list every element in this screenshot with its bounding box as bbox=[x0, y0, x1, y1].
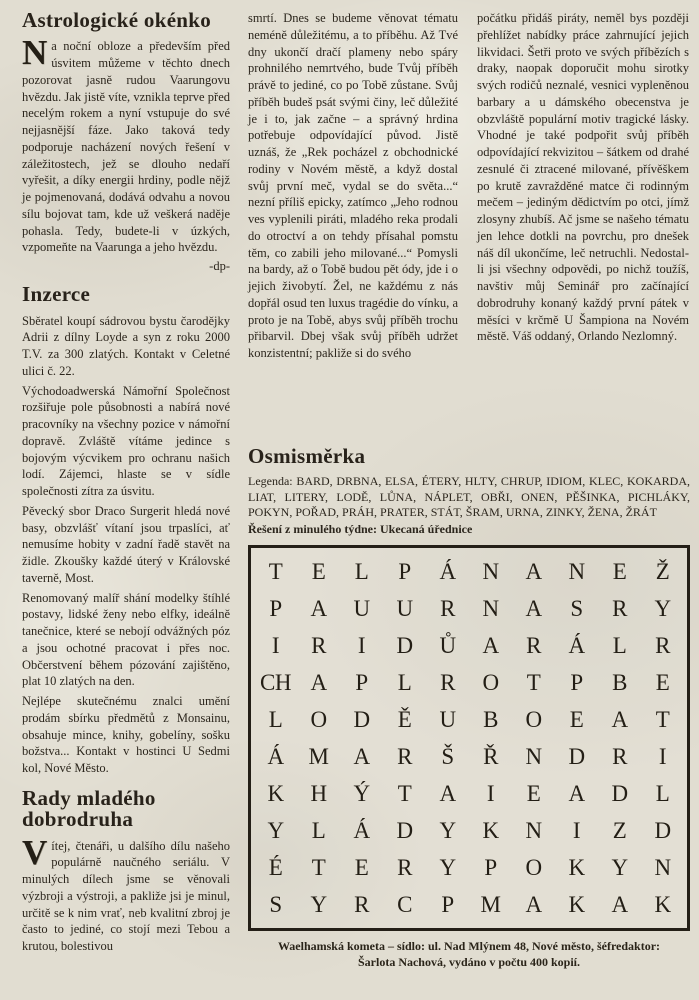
grid-cell: T bbox=[397, 780, 412, 806]
grid-cell: E bbox=[569, 706, 584, 732]
grid-cell: N bbox=[482, 558, 499, 584]
grid-cell: E bbox=[526, 780, 541, 806]
grid-cell: P bbox=[484, 854, 497, 880]
grid-cell: S bbox=[570, 595, 583, 621]
grid-cell: P bbox=[398, 558, 411, 584]
grid-cell: Á bbox=[353, 817, 370, 843]
grid-cell: Ě bbox=[397, 706, 412, 732]
grid-cell: H bbox=[310, 780, 327, 806]
grid-cell: I bbox=[658, 743, 667, 769]
grid-cell: É bbox=[268, 854, 283, 880]
column-middle bbox=[248, 10, 458, 365]
grid-cell: N bbox=[482, 595, 499, 621]
grid-cell: D bbox=[353, 706, 370, 732]
grid-cell: Ž bbox=[655, 558, 670, 584]
grid-cell: I bbox=[572, 817, 581, 843]
classified-ad: Nejlépe skutečnému znalci umění prodám sbírku předmětů z Monsainu, obsahuje mince, knihy, gobelíny, sošku božstva... Kontakt v hostinci U Sedmi kol, Nové Město. bbox=[22, 694, 230, 776]
classified-ad: Východoadwerská Námořní Společnost rozšiřuje pole působnosti a nabírá nové pracovníky na všechny pozice v námořní dopravě. Zvláště vítáme jedince s bojovým výcvikem pro ochranu našich lodí. Zájemci, hlaste se v sídle společnosti zítra za úsvitu. bbox=[22, 383, 230, 499]
grid-cell: O bbox=[525, 854, 542, 880]
grid-cell: R bbox=[440, 595, 455, 621]
grid-cell: I bbox=[486, 780, 495, 806]
advice-continuation-middle: smrtí. Dnes se budeme věnovat tématu neméně důležitému, a to příběhu. Až Tvé dny ukončí dračí plameny nebo spáry prohnilého nemrtvého, bude Tvůj příběh právě to jediné, co po Tobě zůstane. Svůj příběh budeš psát svými činy, leč důležité je i to, jak začne – a správný hrdina potřebuje odpovídající původ. Jistě uznáš, že „Rek pocházel z obchodnické rodiny v Novém městě, a když dostal svůj první meč, vydal se do světa...“ nezní příliš epicky, zatímco „Jeho rodnou ves vyplenili piráti, mladého reka prodali do otroctví a on tehdy přísahal pomstu těm, co zabili jeho milované...“ Pomysli na bardy, až o Tobě budou pět ódy, jde i o jejich živobytí. Žel, ne každému z nás dopřál osud ten luxus tragédie do vínku, a proto je na Tobě, abys svůj příběh trochu přibarvil. Dbej však svůj příběh udržet konzistentní; pakliže si do svého bbox=[248, 11, 458, 360]
classified-ad: Renomovaný malíř shání modelky štíhlé postavy, lidské ženy nebo elfky, ideálně tanečnice, které se nebojí odvážných póz a jsou ochotné pracovat i přes noc. Občerstvení během pózování zajištěno, plat 10 zlatých na den. bbox=[22, 590, 230, 689]
astrology-signature: -dp- bbox=[209, 259, 230, 274]
grid-cell: C bbox=[397, 891, 412, 917]
grid-cell: U bbox=[353, 595, 370, 621]
astrology-paragraph bbox=[22, 33, 230, 256]
grid-cell: A bbox=[611, 706, 628, 732]
grid-cell: L bbox=[612, 632, 627, 658]
classified-ad: Sběratel koupí sádrovou bystu čarodějky Adrii z dílny Loyde a syn z roku 2000 T.V. za 300 zlatých. Kontakt v Celetné ulici č. 22. bbox=[22, 313, 230, 378]
grid-cell: Y bbox=[439, 854, 456, 880]
advice-continuation-right: počátku přidáš piráty, neměl bys později přehlížet nabídky práce zahrnující jejich likvidaci. Šetři proto ve svých příbězích s draky, naopak doporučit mohu sirotky svých rodičů neznalé, vesnici vypleněnou barbary a u dámského obecenstva je obzvláště populární motiv tragické lásky. Vhodné je také podpořit svůj příběh odpovídající rekvizitou – šátkem od drahé zesnulé či ztracené milované, přívěškem po krutě zavražděné matce či rodinným mečem – jediným dědictvím po otci, jímž zlosyny zhubíš. Ač jsme se našeho tématu jen lehce dotkli na povrchu, pro dnešek náš díl ukončíme, leč netruchli. Nedostal-li jsi všechny odpovědi, po nichž toužíš, navštiv můj Seminář pro začínající dobrodruhy konaný každý první pátek v měsíci v krčmě U Šampiona na Novém městě. Váš oddaný, Orlando Nezlomný. bbox=[477, 11, 689, 344]
grid-cell: A bbox=[439, 780, 456, 806]
grid-cell: L bbox=[311, 817, 326, 843]
classified-ad: Pěvecký sbor Draco Surgerit hledá nové basy, obzvlášť vítaní jsou trpaslíci, ať nemusíme hobity v zadní řadě stavět na židle. Zkoušky každé úterý v Královské taverně, Most. bbox=[22, 503, 230, 585]
grid-cell: B bbox=[612, 669, 627, 695]
column-right bbox=[477, 10, 689, 348]
grid-cell: A bbox=[525, 891, 542, 917]
grid-cell: CH bbox=[260, 669, 291, 695]
grid-cell: U bbox=[396, 595, 413, 621]
grid-cell: Á bbox=[568, 632, 585, 658]
grid-cell: N bbox=[654, 854, 671, 880]
grid-cell: D bbox=[396, 817, 413, 843]
grid-cell: L bbox=[397, 669, 412, 695]
advice-heading: Rady mladého dobrodruha bbox=[22, 785, 156, 832]
word-search-section bbox=[248, 446, 690, 970]
imprint-footer: Waelhamská kometa – sídlo: ul. Nad Mlýnem 48, Nové město, šéfredaktor: Šarlota Nachová, vydáno v počtu 400 kopií. bbox=[277, 939, 661, 969]
advice-text: ítej, čtenáři, u dalšího dílu našeho populárně naučného seriálu. V minulých dílech jsme se věnovali výzbroji a výstroji, a pakliže jsi je minul, určitě se k nim vrať, neb kvalitní zbroj je často to jediné, co stojí mezi Tebou a krutou, bolestivou bbox=[22, 838, 230, 954]
grid-cell: A bbox=[310, 595, 327, 621]
grid-cell: N bbox=[568, 558, 585, 584]
grid-cell: T bbox=[526, 669, 541, 695]
grid-cell: L bbox=[354, 558, 369, 584]
grid-cell: A bbox=[482, 632, 499, 658]
word-search-legend: Legenda: BARD, DRBNA, ELSA, ÉTERY, HLTY, CHRUP, IDIOM, KLEC, KOKARDA, LIAT, LITERY, LODĚ, LŮNA, NÁPLET, OBŘI, ONEN, PĚŠINKA, PICHLÁKY, POKYN, POŘAD, PRÁH, PRATER, STÁT, ŠRAM, URNA, ZINKY, ŽENA, ŽRÁT bbox=[248, 474, 690, 520]
grid-cell: P bbox=[269, 595, 282, 621]
dropcap-initial: N bbox=[22, 33, 48, 73]
grid-cell: N bbox=[525, 743, 542, 769]
grid-cell: K bbox=[267, 780, 284, 806]
grid-cell: Á bbox=[267, 743, 284, 769]
grid-cell: D bbox=[568, 743, 585, 769]
grid-cell: K bbox=[654, 891, 671, 917]
grid-cell: R bbox=[526, 632, 541, 658]
grid-cell: A bbox=[525, 595, 542, 621]
previous-solution: Řešení z minulého týdne: Ukecaná úřednice bbox=[248, 522, 473, 537]
grid-cell: Y bbox=[611, 854, 628, 880]
grid-cell: E bbox=[354, 854, 369, 880]
grid-cell: K bbox=[482, 817, 499, 843]
grid-cell: O bbox=[482, 669, 499, 695]
dropcap-initial: V bbox=[22, 832, 48, 872]
word-search-grid bbox=[248, 545, 690, 931]
grid-cell: R bbox=[397, 743, 412, 769]
grid-cell: K bbox=[568, 891, 585, 917]
grid-cell: T bbox=[311, 854, 326, 880]
grid-cell: E bbox=[655, 669, 670, 695]
grid-cell: P bbox=[570, 669, 583, 695]
grid-cell: L bbox=[268, 706, 283, 732]
grid-cell: Ř bbox=[483, 743, 498, 769]
grid-cell: P bbox=[355, 669, 368, 695]
grid-cell: Ý bbox=[353, 780, 370, 806]
grid-cell: M bbox=[480, 891, 501, 917]
grid-cell: L bbox=[655, 780, 670, 806]
grid-cell: Z bbox=[612, 817, 627, 843]
grid-cell: I bbox=[357, 632, 366, 658]
advice-paragraph bbox=[22, 832, 230, 955]
grid-cell: T bbox=[268, 558, 283, 584]
grid-cell: O bbox=[525, 706, 542, 732]
grid-cell: A bbox=[568, 780, 585, 806]
grid-cell: Š bbox=[441, 743, 454, 769]
grid-cell: Y bbox=[310, 891, 327, 917]
grid-cell: A bbox=[611, 891, 628, 917]
grid-cell: Y bbox=[439, 817, 456, 843]
grid-cell: Y bbox=[267, 817, 284, 843]
grid-cell: E bbox=[311, 558, 326, 584]
grid-cell: U bbox=[439, 706, 456, 732]
grid-cell: D bbox=[611, 780, 628, 806]
grid-cell: K bbox=[568, 854, 585, 880]
grid-cell: E bbox=[612, 558, 627, 584]
grid-cell: A bbox=[525, 558, 542, 584]
grid-cell: D bbox=[654, 817, 671, 843]
grid-cell: A bbox=[353, 743, 370, 769]
grid-cell: A bbox=[310, 669, 327, 695]
grid-cell: P bbox=[441, 891, 454, 917]
grid-cell: T bbox=[655, 706, 670, 732]
grid-cell: R bbox=[612, 743, 627, 769]
grid-cell: Y bbox=[654, 595, 671, 621]
grid-cell: N bbox=[525, 817, 542, 843]
grid-cell: O bbox=[310, 706, 327, 732]
astrology-text: a noční obloze a především před úsvitem můžeme v těchto dnech pozorovat jasně rudou Vaarungovu hvězdu. Jak jistě víte, vznikla teprve před necelým rokem a nyní vstupuje do své nejjasnější fáze. Jako taková tedy podporuje nacházení nových řešení v záležitostech, jež se dlouho nedaří vyřešit, a díky energii hrdiny, podle nějž je pojmenovaná, dodává odvahu a novou sílu bojovat tam, kde už veškerá naděje pohasla. Tedy, budete-li v úzkých, vzpomeňte na Vaarunga a jeho hvězdu. bbox=[22, 39, 230, 255]
grid-cell: R bbox=[440, 669, 455, 695]
grid-cell: D bbox=[396, 632, 413, 658]
astrology-heading: Astrologické okénko bbox=[22, 8, 212, 32]
grid-cell: R bbox=[354, 891, 369, 917]
grid-cell: R bbox=[655, 632, 670, 658]
grid-cell: Á bbox=[439, 558, 456, 584]
grid-cell: B bbox=[483, 706, 498, 732]
grid-cell: I bbox=[271, 632, 280, 658]
grid-cell: M bbox=[308, 743, 329, 769]
grid-cell: R bbox=[612, 595, 627, 621]
grid-cell: Ů bbox=[439, 632, 456, 658]
grid-cell: R bbox=[397, 854, 412, 880]
grid-cell: S bbox=[269, 891, 282, 917]
classifieds-heading: Inzerce bbox=[22, 282, 91, 307]
column-left bbox=[22, 10, 230, 958]
word-search-heading: Osmisměrka bbox=[248, 444, 366, 468]
grid-cell: R bbox=[311, 632, 326, 658]
